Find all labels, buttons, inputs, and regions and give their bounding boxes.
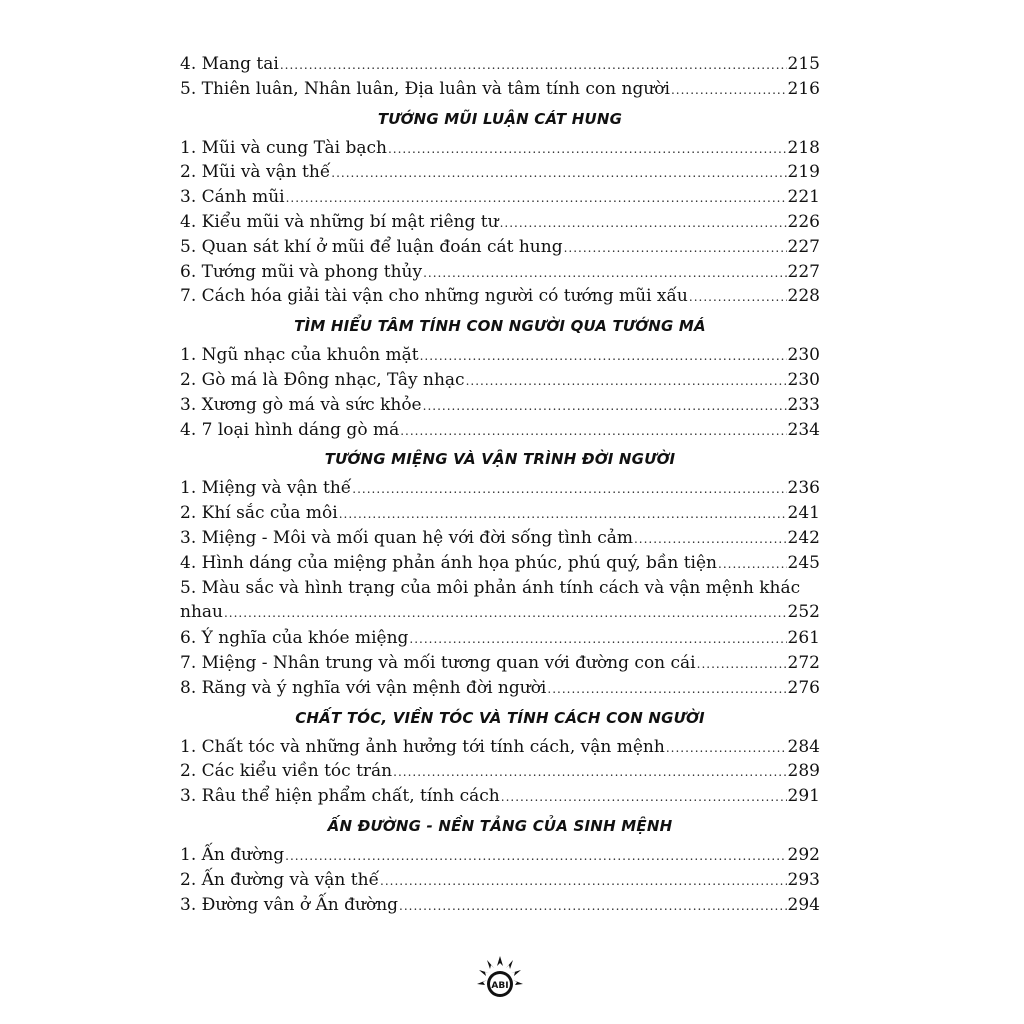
toc-entry	[180, 551, 820, 576]
toc-entry	[180, 160, 820, 185]
dot-leader	[689, 285, 787, 310]
entry-page-number: 233	[787, 394, 820, 415]
dot-leader	[409, 627, 786, 652]
toc-entry	[180, 843, 820, 868]
toc-entry	[180, 185, 820, 210]
dot-leader	[339, 502, 787, 527]
entry-page-number: 227	[787, 261, 820, 282]
entry-page-number: 236	[787, 478, 820, 499]
dot-leader	[547, 677, 786, 702]
entry-page-number: 234	[787, 419, 820, 440]
toc-entry	[180, 52, 820, 77]
entry-title: 1. Ấn đường	[180, 844, 285, 865]
dot-leader	[671, 78, 787, 103]
dot-leader	[393, 760, 786, 785]
logo-text: ABI	[491, 981, 509, 991]
dot-leader	[697, 652, 787, 677]
dot-leader	[423, 394, 787, 419]
dot-leader	[380, 869, 787, 894]
toc-entry	[180, 418, 820, 443]
entry-title: 1. Ngũ nhạc của khuôn mặt	[180, 345, 419, 366]
dot-leader	[352, 477, 786, 502]
entry-page-number: 245	[787, 552, 820, 573]
section-heading: TÌM HIỂU TÂM TÍNH CON NGƯỜI QUA TƯỚNG MÁ	[294, 317, 706, 336]
entry-page-number: 228	[787, 286, 820, 307]
entry-title: 4. 7 loại hình dáng gò má	[180, 419, 400, 440]
entry-page-number: 294	[787, 894, 820, 915]
entry-title: 2. Gò má là Đông nhạc, Tây nhạc	[180, 369, 465, 390]
toc-entry	[180, 784, 820, 809]
dot-leader	[331, 161, 786, 186]
entry-continuation-line	[180, 600, 820, 626]
entry-page-number: 289	[787, 761, 820, 782]
entry-page-number: 230	[787, 369, 820, 390]
toc-section	[180, 442, 820, 700]
dot-leader	[286, 186, 787, 211]
entry-page-number: 219	[787, 162, 820, 183]
entry-title: 3. Xương gò má và sức khỏe	[180, 394, 422, 415]
entry-title: 1. Miệng và vận thế	[180, 478, 352, 499]
toc-entry	[180, 651, 820, 676]
toc-section	[180, 701, 820, 809]
entry-page-number: 284	[787, 736, 820, 757]
dot-leader	[634, 527, 787, 552]
toc-entry	[180, 759, 820, 784]
dot-leader	[224, 601, 787, 626]
dot-leader	[280, 53, 787, 78]
entry-title: 7. Miệng - Nhân trung và mối tương quan với đường con cái	[180, 652, 696, 673]
toc-entry	[180, 501, 820, 526]
toc-entry	[180, 526, 820, 551]
toc-entry	[180, 136, 820, 161]
toc-section	[180, 52, 820, 102]
entry-title: 6. Tướng mũi và phong thủy	[180, 261, 423, 282]
dot-leader	[500, 211, 787, 236]
entry-title: 5. Thiên luân, Nhân luân, Địa luân và tâm tính con người	[180, 78, 670, 99]
toc-entry	[180, 626, 820, 651]
entry-page-number: 292	[787, 844, 820, 865]
entry-title: 7. Cách hóa giải tài vận cho những người có tướng mũi xấu	[180, 286, 688, 307]
entry-page-number: 261	[787, 628, 820, 649]
entry-title: 2. Ấn đường và vận thế	[180, 869, 380, 890]
entry-title: 2. Khí sắc của môi	[180, 503, 338, 524]
toc-entry	[180, 284, 820, 309]
toc-entry	[180, 393, 820, 418]
dot-leader	[420, 344, 787, 369]
dot-leader	[501, 785, 787, 810]
toc-section	[180, 809, 820, 917]
toc-entry	[180, 210, 820, 235]
entry-page-number: 218	[787, 137, 820, 158]
entry-page-number: 215	[787, 54, 820, 74]
entry-page-number: 227	[787, 236, 820, 257]
toc-section	[180, 102, 820, 310]
entry-title: 4. Kiểu mũi và những bí mật riêng tư	[180, 211, 499, 232]
section-heading: TƯỚNG MIỆNG VÀ VẬN TRÌNH ĐỜI NGƯỜI	[324, 450, 676, 469]
entry-title: 5. Màu sắc và hình trạng của môi phản ánh tính cách và vận mệnh khác	[180, 577, 801, 598]
entry-page-number: 293	[787, 869, 820, 890]
entry-page-number: 230	[787, 345, 820, 366]
toc-entry	[180, 368, 820, 393]
entry-title: 4. Hình dáng của miệng phản ánh họa phúc, phú quý, bần tiện	[180, 552, 717, 573]
toc-entry	[180, 476, 820, 501]
entry-title: 3. Cánh mũi	[180, 187, 285, 208]
toc-entry	[180, 260, 820, 285]
entry-title: 2. Mũi và vận thế	[180, 162, 331, 183]
toc-entry	[180, 343, 820, 368]
flame-sun-emblem-icon	[475, 954, 525, 1004]
entry-title: 3. Miệng - Môi và mối quan hệ với đời sống tình cảm	[180, 527, 633, 548]
entry-page-number: 226	[787, 211, 820, 232]
toc-entry	[180, 893, 820, 918]
toc-entry	[180, 868, 820, 893]
toc-entry	[180, 235, 820, 260]
entry-title: 4. Mang tai	[180, 54, 279, 74]
entry-title: 1. Mũi và cung Tài bạch	[180, 137, 387, 158]
entry-title: 6. Ý nghĩa của khóe miệng	[180, 628, 409, 649]
dot-leader	[285, 844, 786, 869]
entry-page-number: 252	[787, 602, 820, 623]
toc-entry	[180, 735, 820, 760]
entry-title-continuation: nhau	[180, 602, 223, 623]
entry-page-number: 272	[787, 652, 820, 673]
entry-page-number: 241	[787, 503, 820, 524]
entry-title: 1. Chất tóc và những ảnh hưởng tới tính cách, vận mệnh	[180, 736, 665, 757]
entry-page-number: 216	[787, 78, 820, 99]
entry-page-number: 242	[787, 527, 820, 548]
dot-leader	[718, 552, 787, 577]
dot-leader	[399, 894, 787, 919]
entry-page-number: 221	[787, 187, 820, 208]
toc-entry	[180, 576, 820, 627]
dot-leader	[423, 261, 786, 286]
toc-entry	[180, 77, 820, 102]
section-heading: ẤN ĐƯỜNG - NỀN TẢNG CỦA SINH MỆNH	[327, 816, 673, 835]
dot-leader	[388, 137, 787, 162]
toc-section	[180, 309, 820, 442]
entry-title: 2. Các kiểu viền tóc trán	[180, 761, 393, 782]
entry-title: 3. Râu thể hiện phẩm chất, tính cách	[180, 786, 500, 807]
dot-leader	[466, 369, 787, 394]
entry-title: 5. Quan sát khí ở mũi để luận đoán cát hung	[180, 236, 563, 257]
section-heading: CHẤT TÓC, VIỀN TÓC VÀ TÍNH CÁCH CON NGƯỜI	[295, 708, 705, 727]
dot-leader	[564, 236, 787, 261]
table-of-contents	[180, 52, 820, 917]
entry-page-number: 276	[787, 677, 820, 698]
entry-page-number: 291	[787, 786, 820, 807]
dot-leader	[400, 419, 786, 444]
entry-title: 8. Răng và ý nghĩa với vận mệnh đời người	[180, 677, 547, 698]
section-heading: TƯỚNG MŨI LUẬN CÁT HUNG	[377, 109, 623, 128]
dot-leader	[666, 736, 787, 761]
entry-title: 3. Đường vân ở Ấn đường	[180, 894, 399, 915]
toc-entry	[180, 676, 820, 701]
